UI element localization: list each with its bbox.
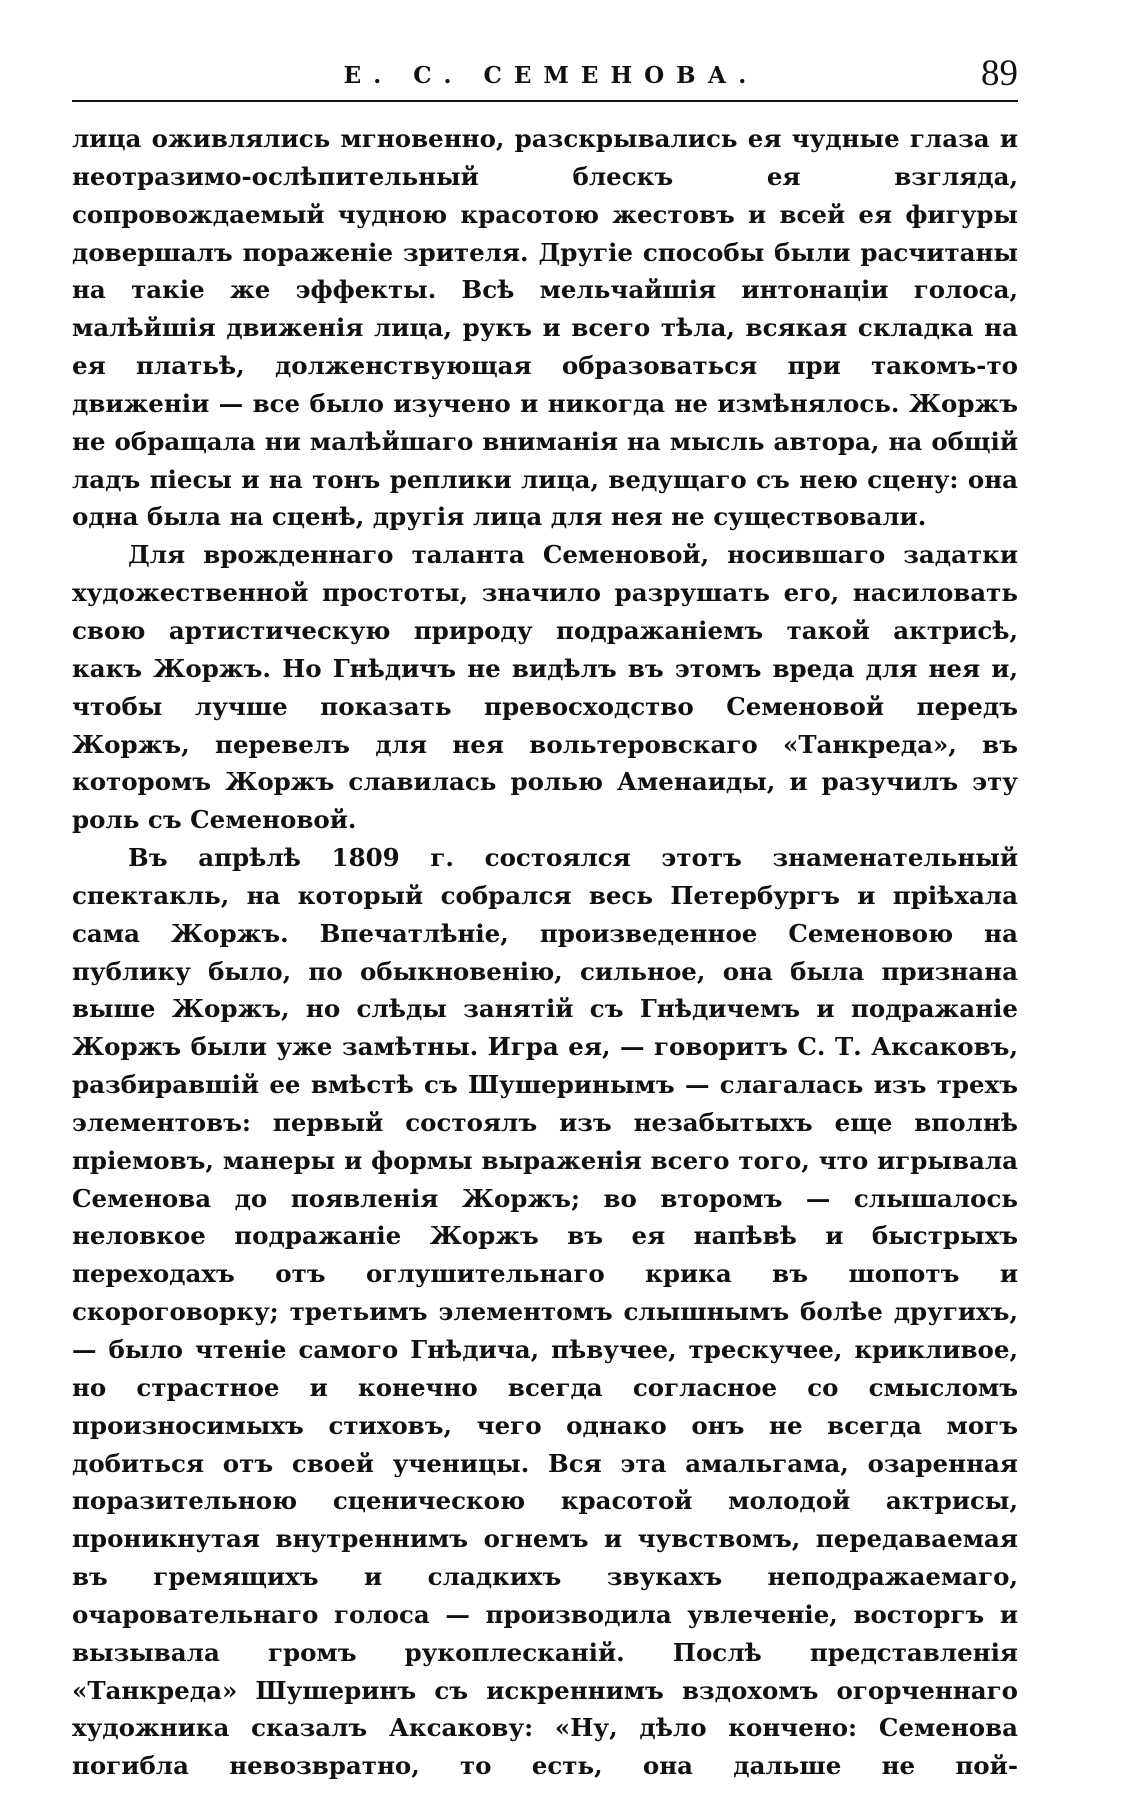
running-title: Е. С. СЕМЕНОВА. <box>343 62 759 89</box>
paragraph: Для врожденнаго таланта Семеновой, носившаго задатки художественной простоты, значило разрушать его, насиловать свою артистическую природу подражаніемъ такой актрисѣ, какъ Жоржъ. Но Гнѣдичъ не видѣлъ въ этомъ вреда для нея и, чтобы лучше показать превосходство Семеновой передъ Жоржъ, перевелъ для нея вольтеровскаго «Танкреда», въ которомъ Жоржъ славилась ролью Аменаиды, и разучилъ эту роль съ Семеновой. <box>72 540 1018 835</box>
header-rule <box>72 100 1018 102</box>
paragraph-continued: лица оживлялись мгновенно, разскрывались ея чудные глаза и неотразимо-ослѣпительный блескъ ея взгляда, сопровождаемый чудною красотою жестовъ и всей ея фигуры довершалъ пораженіе зрителя. Другіе способы были расчитаны на такіе же эффекты. Всѣ мельчайшія интонаціи голоса, малѣйшія движенія лица, рукъ и всего тѣла, всякая складка на ея платьѣ, долженствующая образоваться при такомъ-то движеніи — все было изучено и никогда не измѣнялось. Жоржъ не обращала ни малѣйшаго вниманія на мысль автора, на общій ладъ піесы и на тонъ реплики лица, ведущаго съ нею сцену: она одна была на сценѣ, другія лица для нея не существовали. <box>72 124 1018 532</box>
body-text <box>72 120 1018 1785</box>
book-page <box>72 0 1018 1811</box>
paragraph: Въ апрѣлѣ 1809 г. состоялся этотъ знаменательный спектакль, на который собрался весь Петербургъ и пріѣхала сама Жоржъ. Впечатлѣніе, произведенное Семеновою на публику было, по обыкновенію, сильное, она была признана выше Жоржъ, но слѣды занятій съ Гнѣдичемъ и подражаніе Жоржъ были уже замѣтны. Игра ея, — говоритъ С. Т. Аксаковъ, разбиравшій ее вмѣстѣ съ Шушеринымъ — слагалась изъ трехъ элементовъ: первый состоялъ изъ незабытыхъ еще вполнѣ пріемовъ, манеры и формы выраженія всего того, что игрывала Семенова до появленія Жоржъ; во второмъ — слышалось неловкое подражаніе Жоржъ въ ея напѣвѣ и быстрыхъ переходахъ отъ оглушительнаго крика въ шопотъ и скороговорку; третьимъ элементомъ слышнымъ болѣе другихъ, — было чтеніе самого Гнѣдича, пѣвучее, трескучее, крикливое, но страстное и конечно всегда согласное со смысломъ произносимыхъ стиховъ, чего однако онъ не всегда могъ добиться отъ своей ученицы. Вся эта амальгама, озаренная поразительною сценическою красотой молодой актрисы, проникнутая внутреннимъ огнемъ и чувствомъ, передаваемая въ гремящихъ и сладкихъ звукахъ неподражаемаго, очаровательнаго голоса — производила увлеченіе, восторгъ и вызывала громъ рукоплесканій. Послѣ представленія «Танкреда» Шушеринъ съ искреннимъ вздохомъ огорченнаго художника сказалъ Аксакову: «Ну, дѣло кончено: Семенова погибла невозвратно, то есть, она дальше не пой- <box>72 843 1018 1781</box>
running-head <box>72 52 1018 102</box>
page-number: 89 <box>981 53 1018 94</box>
